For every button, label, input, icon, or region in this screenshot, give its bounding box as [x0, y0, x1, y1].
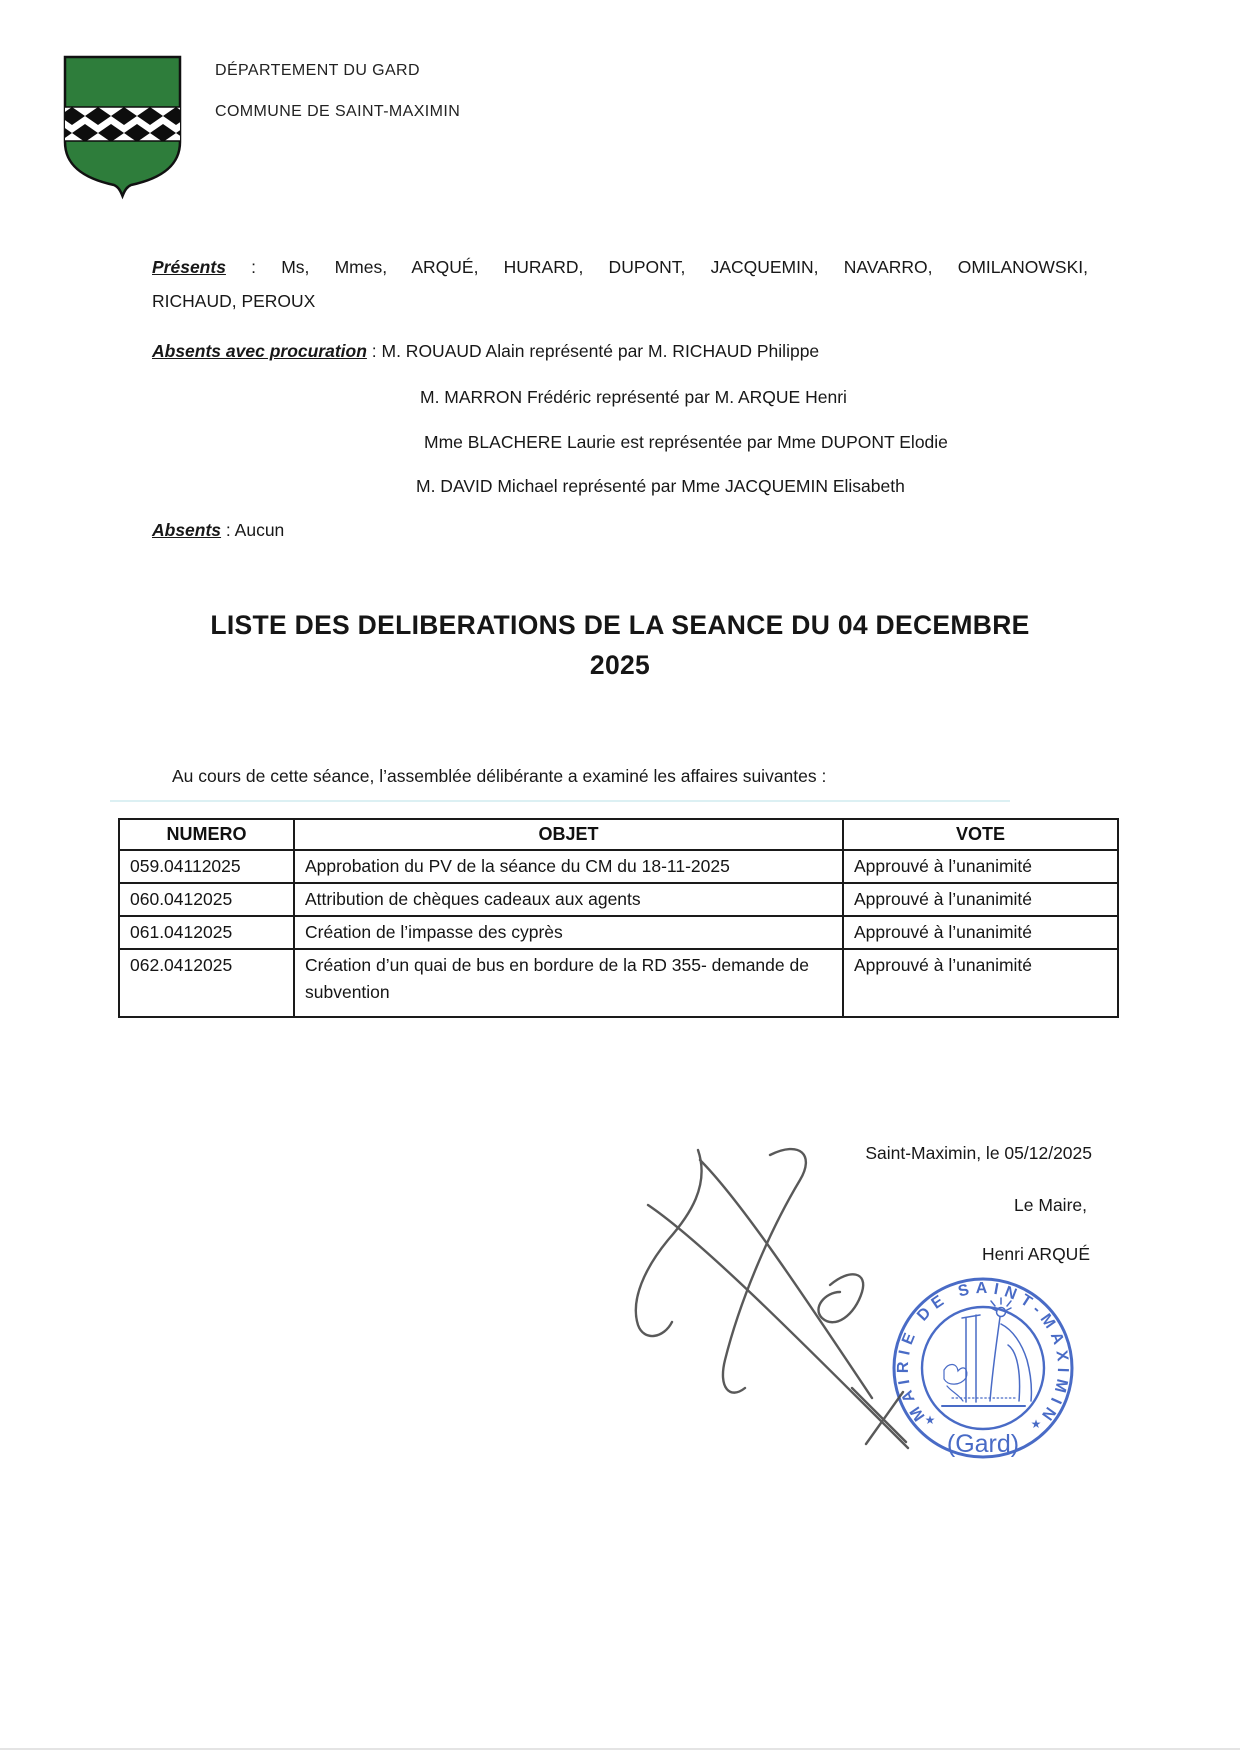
procuration-line-2: M. MARRON Frédéric représenté par M. ARQUE Henri: [420, 387, 847, 407]
cell-vote: Approuvé à l’unanimité: [843, 850, 1118, 883]
stamp-ring-text: MAIRIE DE SAINT-MAXIMIN: [894, 1279, 1072, 1425]
table-row: [119, 949, 1118, 1017]
cell-objet: Approbation du PV de la séance du CM du 18-11-2025: [294, 850, 843, 883]
page-title-line-2: 2025: [589, 650, 651, 680]
closing-place-date: Saint-Maximin, le 05/12/2025: [865, 1143, 1092, 1163]
absents-label: Absents: [152, 520, 222, 540]
cell-objet: Attribution de chèques cadeaux aux agents: [294, 883, 843, 916]
table-row: [119, 850, 1118, 883]
stamp-star-left-icon: ★: [924, 1413, 936, 1427]
deliberations-table-wrapper: [118, 818, 1119, 1018]
absents-text: : Aucun: [221, 520, 285, 540]
absents-line: [152, 513, 852, 547]
closing-signer-name: Henri ARQUÉ: [982, 1244, 1090, 1264]
table-row: [119, 916, 1118, 949]
cell-numero: 059.04112025: [119, 850, 294, 883]
cell-vote: Approuvé à l’unanimité: [843, 916, 1118, 949]
scan-artifact-line: [110, 800, 1010, 802]
header-commune: COMMUNE DE SAINT-MAXIMIN: [215, 103, 461, 120]
cell-numero: 061.0412025: [119, 916, 294, 949]
cell-numero: 060.0412025: [119, 883, 294, 916]
presents-text: : Ms, Mmes, ARQUÉ, HURARD, DUPONT, JACQUEMIN, NAVARRO, OMILANOWSKI,: [225, 257, 1088, 277]
stamp-star-right-icon: ★: [1030, 1417, 1042, 1431]
procuration-line-3: Mme BLACHERE Laurie est représentée par Mme DUPONT Elodie: [424, 432, 948, 452]
cell-objet: Création d’un quai de bus en bordure de la RD 355- demande de subvention: [294, 949, 843, 1017]
procuration-label: Absents avec procuration: [152, 341, 367, 361]
procuration-text: : M. ROUAUD Alain représenté par M. RICHAUD Philippe: [366, 341, 820, 361]
presents-line-1: [152, 250, 1088, 284]
presents-label: Présents: [152, 257, 226, 277]
page-title-line-1: LISTE DES DELIBERATIONS DE LA SEANCE DU 04 DECEMBRE: [210, 610, 1030, 640]
column-header-numero: NUMERO: [119, 819, 294, 850]
closing-role: Le Maire,: [1014, 1195, 1087, 1215]
table-header-row: [119, 819, 1118, 850]
deliberations-table: [118, 818, 1119, 1018]
procuration-line-4: M. DAVID Michael représenté par Mme JACQUEMIN Elisabeth: [416, 476, 905, 496]
presents-line-2: RICHAUD, PEROUX: [152, 291, 316, 311]
cell-vote: Approuvé à l’unanimité: [843, 949, 1118, 1017]
header-department: DÉPARTEMENT DU GARD: [215, 62, 420, 79]
stamp-bottom-text: (Gard): [946, 1430, 1020, 1458]
signature: [595, 1135, 940, 1465]
table-row: [119, 883, 1118, 916]
coat-of-arms-icon: [58, 52, 188, 200]
scan-edge-line: [0, 1748, 1240, 1750]
column-header-objet: OBJET: [294, 819, 843, 850]
cell-vote: Approuvé à l’unanimité: [843, 883, 1118, 916]
cell-numero: 062.0412025: [119, 949, 294, 1017]
cell-objet: Création de l’impasse des cyprès: [294, 916, 843, 949]
procuration-line-1: [152, 334, 1112, 368]
column-header-vote: VOTE: [843, 819, 1118, 850]
intro-sentence: Au cours de cette séance, l’assemblée délibérante a examiné les affaires suivantes :: [172, 766, 827, 786]
